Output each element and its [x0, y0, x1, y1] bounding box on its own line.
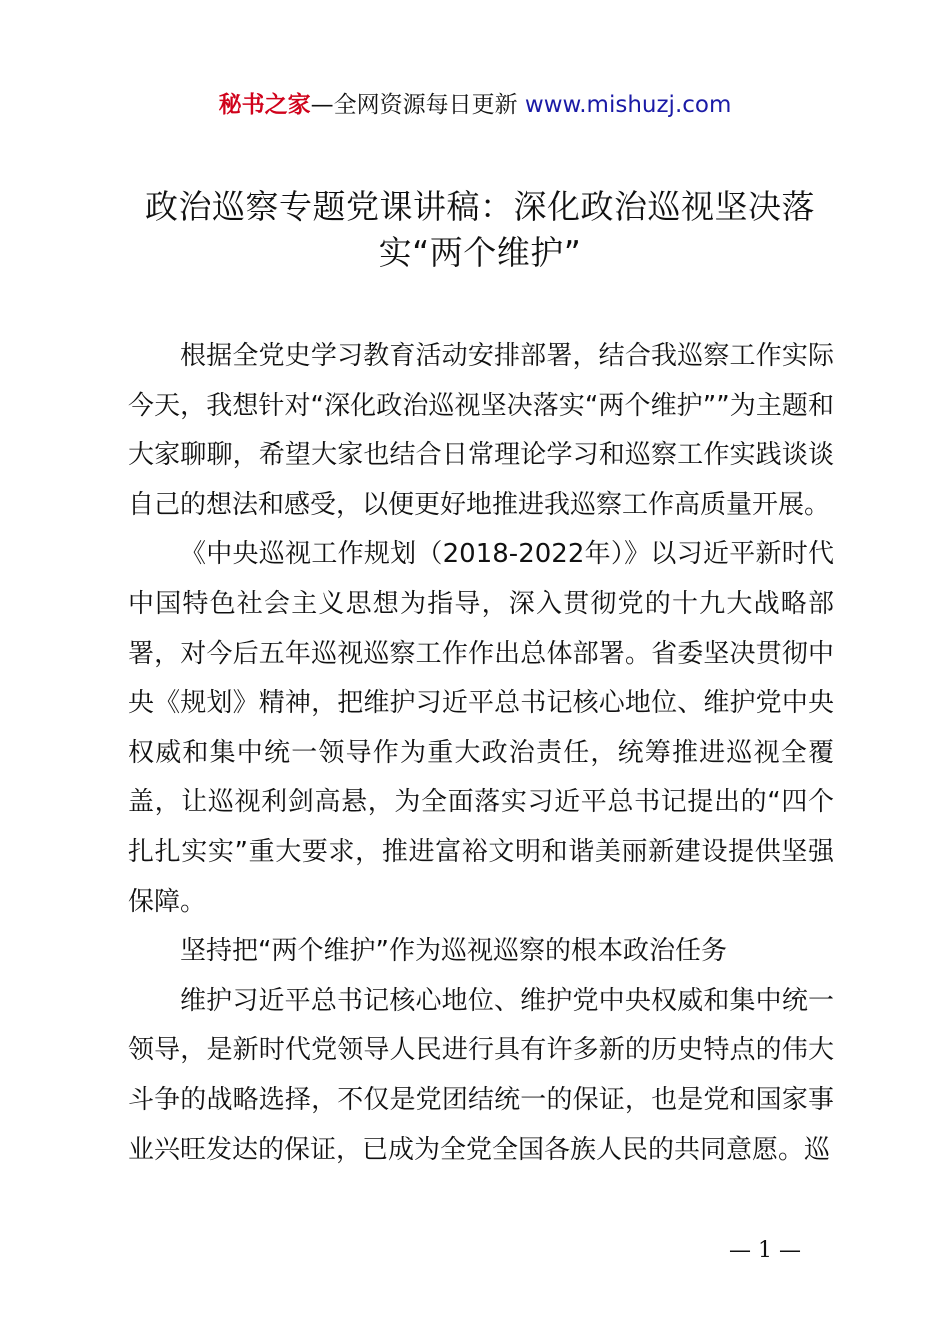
- page-number: — 1 —: [729, 1238, 801, 1263]
- document-title: 政治巡察专题党课讲稿：深化政治巡视坚决落实“两个维护”: [145, 187, 815, 272]
- section-heading: 坚持把“两个维护”作为巡视巡察的根本政治任务: [180, 936, 727, 967]
- paragraph-plan: 《中央巡视工作规划（2018-2022年）》以习近平新时代中国特色社会主义思想为指导，深入贯彻党的十九大战略部署，对今后五年巡视巡察工作作出总体部署。省委坚决贯彻中央《规划》精神，把维护习近平总书记核心地位、维护党中央权威和集中统一领导作为重大政治责任，统筹推进巡视全覆盖，让巡视利剑高悬，为全面落实习近平总书记提出的“四个扎扎实实”重大要求，推进富裕文明和谐美丽新建设提供坚强保障。: [128, 539, 834, 917]
- brand-name: 秘书之家: [218, 92, 311, 118]
- paragraph-intro: 根据全党史学习教育活动安排部署，结合我巡察工作实际今天，我想针对“深化政治巡视坚决落实“两个维护””为主题和大家聊聊，希望大家也结合日常理论学习和巡察工作实践谈谈自己的想法和感受，以便更好地推进我巡察工作高质量开展。: [128, 341, 834, 520]
- header-slogan: —全网资源每日更新: [310, 92, 525, 118]
- paragraph-maintain: 维护习近平总书记核心地位、维护党中央权威和集中统一领导，是新时代党领导人民进行具有许多新的历史特点的伟大斗争的战略选择，不仅是党团结统一的保证，也是党和国家事业兴旺发达的保证，已成为全党全国各族人民的共同意愿。巡: [128, 985, 834, 1165]
- site-header: [0, 88, 950, 122]
- document-body: [128, 332, 834, 1175]
- header-url[interactable]: www.mishuzj.com: [524, 92, 732, 118]
